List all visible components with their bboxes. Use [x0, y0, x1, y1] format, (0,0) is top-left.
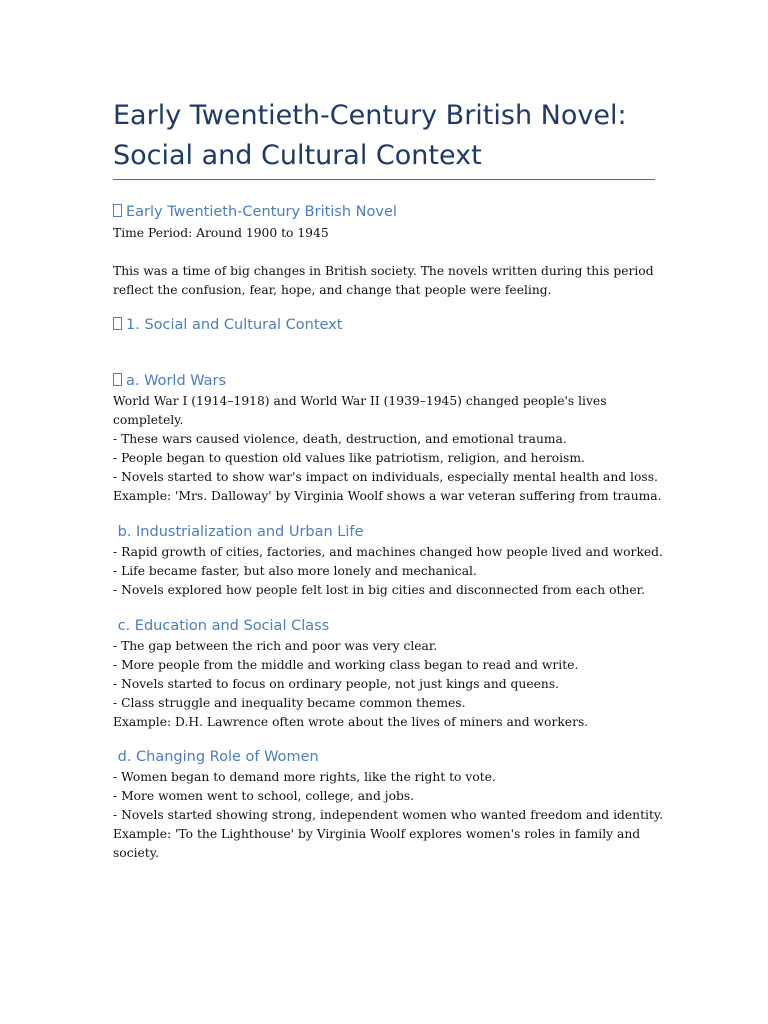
body-line: - The gap between the rich and poor was very clear. — [113, 639, 438, 653]
document-title — [113, 96, 658, 176]
body-line: - Novels explored how people felt lost in big cities and disconnected from each other. — [113, 583, 646, 597]
education-heading-text: c. Education and Social Class — [117, 618, 330, 634]
women-heading — [113, 746, 658, 768]
body-line: - Life became faster, but also more lonely and mechanical. — [113, 564, 477, 578]
body-line: - People began to question old values like patriotism, religion, and heroism. — [113, 451, 585, 465]
title-line-1: Early Twentieth-Century British Novel: — [113, 100, 627, 131]
body-line: Example: 'Mrs. Dalloway' by Virginia Woolf shows a war veteran suffering from trauma. — [113, 489, 662, 503]
context-heading — [113, 314, 658, 336]
body-line: - Novels started to focus on ordinary people, not just kings and queens. — [113, 677, 560, 691]
body-line: completely. — [113, 413, 184, 427]
industrialization-heading-text: b. Industrialization and Urban Life — [117, 524, 364, 540]
world-wars-section — [113, 370, 658, 392]
education-section — [113, 615, 658, 637]
body-line: - These wars caused violence, death, destruction, and emotional trauma. — [113, 432, 567, 446]
world-wars-heading — [113, 370, 658, 392]
body-line: - Women began to demand more rights, like the right to vote. — [113, 770, 496, 784]
women-heading-text: d. Changing Role of Women — [117, 749, 319, 765]
intro-paragraph — [113, 262, 658, 300]
education-body — [113, 637, 658, 732]
body-line: World War I (1914–1918) and World War II (1939–1945) changed people's lives — [113, 394, 607, 408]
industrialization-heading — [113, 521, 658, 543]
intro-paragraph-line: This was a time of big changes in British society. The novels written during this period — [113, 264, 654, 278]
women-section — [113, 746, 658, 768]
intro-heading-text: Early Twentieth-Century British Novel — [126, 204, 397, 220]
missing-glyph-icon — [113, 373, 122, 386]
context-heading-text: 1. Social and Cultural Context — [126, 317, 343, 333]
context-section — [113, 314, 658, 336]
title-line-2: Social and Cultural Context — [113, 140, 482, 171]
body-line: - Novels started to show war's impact on individuals, especially mental health and loss. — [113, 470, 658, 484]
intro-heading — [113, 201, 658, 223]
title-underline — [113, 179, 655, 180]
industrialization-body — [113, 543, 663, 600]
intro-paragraph-line: reflect the confusion, fear, hope, and change that people were feeling. — [113, 283, 552, 297]
women-body — [113, 768, 664, 863]
intro-period — [113, 224, 658, 243]
body-line: Example: D.H. Lawrence often wrote about the lives of miners and workers. — [113, 715, 589, 729]
missing-glyph-icon — [113, 204, 122, 217]
education-heading — [113, 615, 658, 637]
world-wars-heading-text: a. World Wars — [126, 373, 227, 389]
body-line: - More women went to school, college, and jobs. — [113, 789, 415, 803]
body-line: - Novels started showing strong, independent women who wanted freedom and identity. — [113, 808, 664, 822]
body-line: Example: 'To the Lighthouse' by Virginia Woolf explores women's roles in family and — [113, 827, 641, 841]
industrialization-section — [113, 521, 658, 543]
body-line: - Rapid growth of cities, factories, and machines changed how people lived and worked. — [113, 545, 663, 559]
time-period-text: Time Period: Around 1900 to 1945 — [113, 226, 329, 240]
body-line: - More people from the middle and working class began to read and write. — [113, 658, 579, 672]
world-wars-body — [113, 392, 662, 506]
body-line: society. — [113, 846, 159, 860]
intro-section — [113, 201, 658, 223]
missing-glyph-icon — [113, 317, 122, 330]
body-line: - Class struggle and inequality became common themes. — [113, 696, 466, 710]
